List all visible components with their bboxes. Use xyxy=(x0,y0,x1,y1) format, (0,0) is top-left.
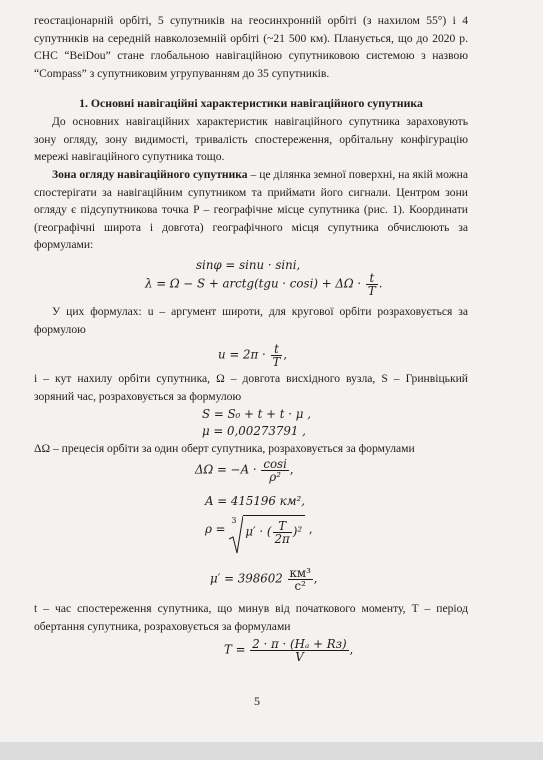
equation-rho: ρ = 3 μ′ · ( $\frac{T}{2\pi}$ )² , xyxy=(205,515,313,545)
equation-mu: μ = 0,00273791 , xyxy=(202,424,306,438)
paragraph-i-definition: i – кут нахилу орбіти супутника, Ω – довгота висхідного вузла, S – Гринвіцький зоряний час, розраховується за формулою xyxy=(34,372,468,403)
equation-lambda: λ = Ω − S + arctg(tgu · cosi) + ΔΩ · $\frac{t}{T}$ . xyxy=(145,271,383,298)
paragraph-T-definition: t – час спостереження супутника, що минув від початкового моменту, T – період обертання супутника, розраховується за формулами xyxy=(34,602,468,633)
paragraph-beidou: геостаціонарній орбіті, 5 супутників на геосинхронній орбіті (з нахилом 55°) і 4 супутників на середній навколоземній орбіті (~21 500 км). Планується, що до 2020 р. СНС “BeiDou” стане глобальною навігаційною супутниковою системою з назвою “Compass” з супутниковим угрупуванням до 35 супутників. xyxy=(34,14,468,80)
term-coverage-zone: Зона огляду навігаційного супутника xyxy=(52,168,248,181)
equation-delta-omega: ΔΩ = −A · $\frac{\cos i}{\text{ρ²}}$ , xyxy=(195,457,294,484)
paragraph-precession: ΔΩ – прецесія орбіти за один оберт супутника, розраховується за формулами xyxy=(34,442,415,455)
coverage-zone-definition: – це ділянка земної поверхні, на якій можна спостерігати за навігаційним супутником та приймати його сигнали. Центром зони огляду є підсупутникова точка P – географічне місце супутника (рис. 1). Координати (географічні широта і довгота) географічного місця супутника обчислюють за формулами: xyxy=(34,168,468,252)
paragraph-characteristics: До основних навігаційних характеристик навігаційного супутника зараховують зону огляду, зону видимості, тривалість спостереження, орбітальну конфігурацію мережі навігаційного супутника тощо. xyxy=(34,115,468,164)
page-number: 5 xyxy=(254,694,260,708)
section-heading: 1. Основні навігаційні характеристики навігаційного супутника xyxy=(79,96,423,110)
equation-S: S = S₀ + t + t · μ , xyxy=(202,407,311,421)
equation-sinphi: sinφ = sinu · sini, xyxy=(196,258,301,272)
radical-sign xyxy=(229,515,243,555)
scan-bottom-edge xyxy=(0,742,543,760)
equation-mu-prime: μ′ = 398602 $\frac{\text{км³}}{\text{с²}}$ , xyxy=(210,566,318,593)
paragraph-u-definition: У цих формулах: u – аргумент широти, для кругової орбіти розраховується за формулою xyxy=(34,305,468,336)
equation-A: A = 415196 км², xyxy=(205,494,305,508)
paragraph-coverage-zone xyxy=(34,166,468,254)
fraction-t-over-T: $\frac{t}{T}$ xyxy=(367,271,376,298)
equation-T: T = $\frac{\text{2 · π · (Hₐ + Rз)}}{V}$ , xyxy=(224,637,354,664)
equation-u: u = 2π · $\frac{t}{T}$ , xyxy=(218,342,288,369)
cube-root: 3 μ′ · ( $\frac{T}{2\pi}$ )² xyxy=(229,515,305,545)
